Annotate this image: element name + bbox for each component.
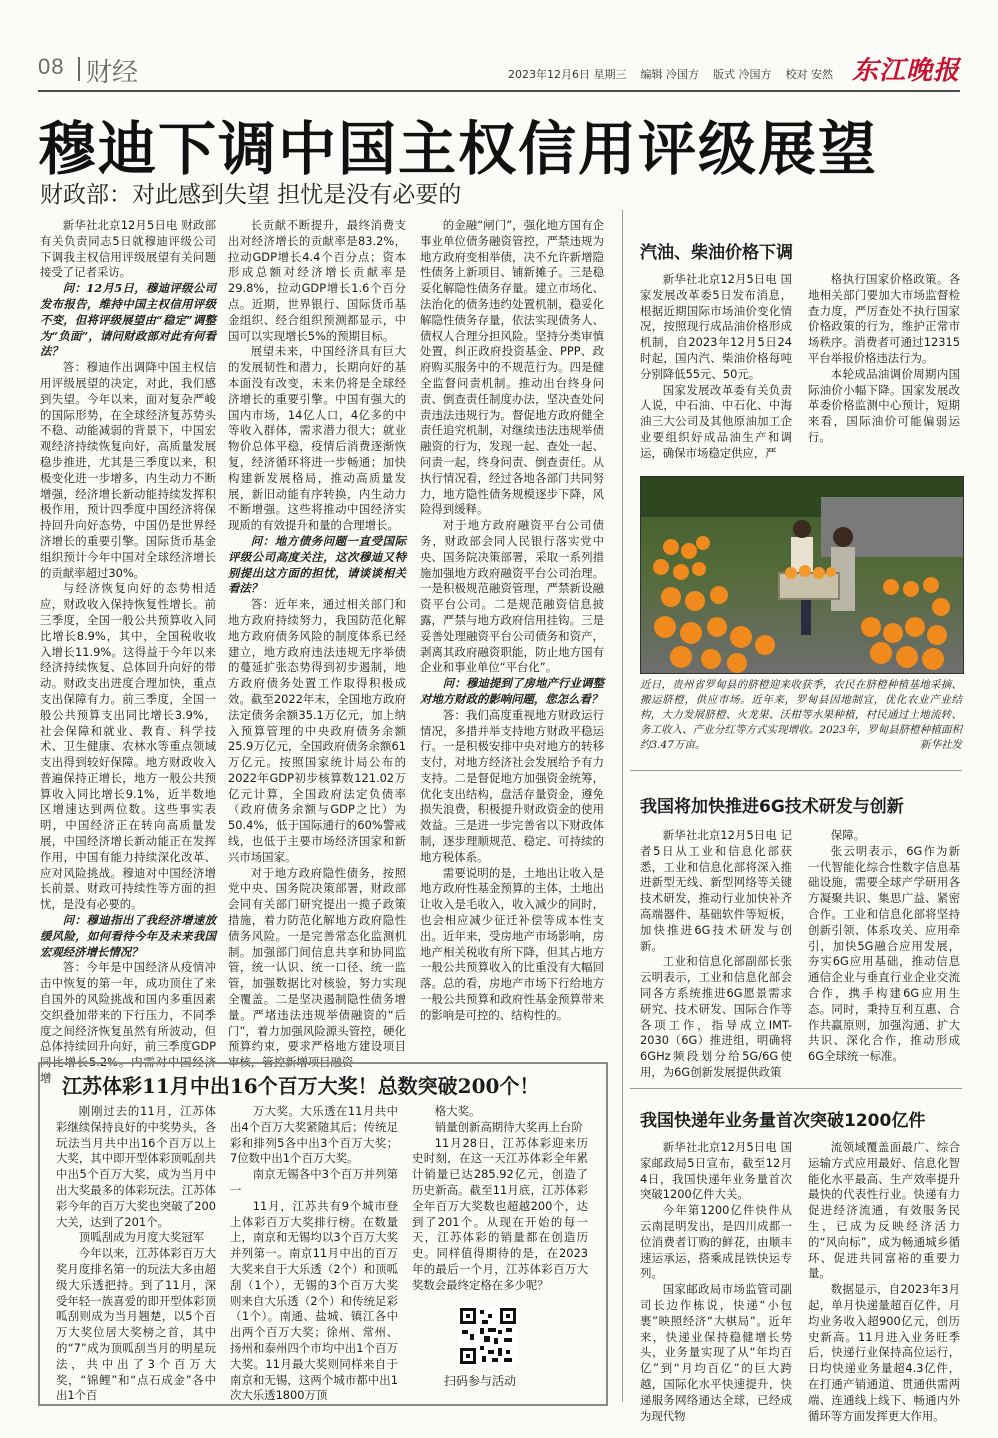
lottery-column-3 <box>412 1104 588 1300</box>
article-paragraph: 保障。 <box>830 828 865 842</box>
newspaper-logo: 东江晚报 <box>851 56 960 86</box>
interview-question: 问：12月5日，穆迪评级公司发布报告，维持中国主权信用评级不变，但将评级展望由“稳定”调整为“负面”，请问财政部对此有何看法？ <box>40 281 216 359</box>
article-paragraph: 需要说明的是，土地出让收入是地方政府性基金预算的主体，土地出让收入是毛收入，收入减少的同时，也会相应减少征迁补偿等成本性支出。近年来，受房地产市场影响，房地产相关税收有所下降，但其占地方一般公共预算收入的比重没有大幅回落。总的看，房地产市场下行给地方一般公共预算和政府性基金预算带来的影响是可控的、结构性的。 <box>420 865 604 1022</box>
issue-meta <box>508 66 833 82</box>
article-paragraph: 答：近年来，通过相关部门和地方政府持续努力，我国防范化解地方政府债务风险的制度体系已经建立，地方政府违法违规无序举债的蔓延扩张态势得到初步遏制，地方政府债务处置工作取得积极成效。截至2022年末，全国地方政府法定债务余额35.1万亿元，加上纳入预算管理的中央政府债务余额25.9万亿元，全国政府债务余额61万亿元。按照国家统计局公布的2022年GDP初步核算数121.02万亿元计算，全国政府法定负债率（政府债务余额与GDP之比）为50.4%，低于国际通行的60%警戒线，也低于主要市场经济国家和新兴市场国家。 <box>228 597 406 864</box>
article-paragraph: 国家发展改革委有关负责人说，中石油、中石化、中海油三大公司及其他原油加工企业要组织好成品油生产和调运，确保市场稳定供应，严 <box>640 382 792 460</box>
lottery-headline: 江苏体彩11月中出16个百万大奖！总数突破200个！ <box>62 1074 540 1098</box>
main-article-column-2 <box>228 218 406 1070</box>
article-paragraph: 与经济恢复向好的态势相适应，财政收入保持恢复性增长。前三季度，全国一般公共预算收入同比增长8.9%，其中，全国税收收入增长11.9%。这得益于今年以来经济持续恢复、总体回升向好的带动。财政支出进度合理加快，重点支出保障有力。前三季度，全国一般公共预算支出同比增长3.9%，社会保障和就业、教育、科学技术、卫生健康、农林水等重点领域支出得到较好保障。地方财政收入普遍保持正增长，地方一般公共预算收入同比增长9.1%，近半数地区增速达到两位数。这些事实表明，中国经济正在转向高质量发展，中国经济增长新动能正在发挥作用，中国有能力持续深化改革、应对风险挑战。穆迪对中国经济增长前景、财政可持续性等方面的担忧，是没有必要的。 <box>40 581 216 912</box>
article-paragraph: 答：穆迪作出调降中国主权信用评级展望的决定，对此，我们感到失望。今年以来，面对复杂严峻的国际形势，在全球经济复苏势头不稳、动能减弱的背景下，中国宏观经济持续恢复向好，高质量发展稳步推进，尤其是三季度以来，积极变化进一步增多，内生动力不断增强，经济增长新动能持续发挥积极作用，预计四季度中国经济将保持回升向好态势，中国仍是世界经济增长的重要引擎。国际货币基金组织预计今年中国对全球经济增长的贡献率超过30%。 <box>40 360 216 580</box>
qr-code[interactable] <box>458 1306 518 1366</box>
6g-headline: 我国将加快推进6G技术研发与创新 <box>640 797 904 817</box>
article-paragraph: 工业和信息化部副部长张云明表示，工业和信息化部会同各方系统推进6G愿景需求研究、技术研发、国际合作等各项工作，指导成立IMT-2030（6G）推进组，明确将6GHz频段划分给5G/6G使用，为6G创新发展提供政策 <box>640 954 792 1079</box>
express-headline: 我国快递年业务量首次突破1200亿件 <box>640 1111 926 1131</box>
article-paragraph: 刚刚过去的11月，江苏体彩继续保持良好的中奖势头，各玩法当月共中出16个百万以上大奖，其中即开型体彩顶呱刮共中出5个百万大奖，成为当月中出大奖最多的体彩玩法。江苏体彩今年的百万大奖也突破了200大关，达到了201个。 <box>56 1104 216 1229</box>
section-name: 财经 <box>86 58 139 88</box>
masthead <box>38 52 960 88</box>
section-divider <box>630 1088 962 1089</box>
article-paragraph: 新华社北京12月5日电 国家邮政局5日宣布，截至12月4日，我国快递年业务量首次突破1200亿件大关。 <box>640 1140 792 1202</box>
oil-article-column-2 <box>808 272 960 458</box>
article-paragraph: 新华社北京12月5日电 财政部有关负责同志5日就穆迪评级公司下调我主权信用评级展望有关问题接受了记者采访。 <box>40 218 216 280</box>
article-paragraph: 数据显示，自2023年3月起，单月快递量超百亿件，月均业务收入超900亿元，创历史新高。11月进入业务旺季后，快递行业保持高位运行，日均快递业务量超4.3亿件，在打通产销通道、贯通供需两端、连通线上线下、畅通内外循环等方面发挥更大作用。 <box>808 1282 960 1423</box>
photo-caption <box>640 678 962 753</box>
editor-credit: 编辑 冷国方 <box>640 68 699 81</box>
masthead-rule <box>38 90 960 92</box>
layout-credit: 版式 冷国方 <box>713 68 772 81</box>
photo-caption-text: 近日，贵州省罗甸县的脐橙迎来收获季，农民在脐橙种植基地采摘、搬运脐橙，供应市场。近年来，罗甸县因地制宜，优化农业产业结构，大力发展脐橙、火龙果、沃柑等水果种植，村民通过土地流转、务工收入、产业分红等方式实现增收。2023年，罗甸县脐橙种植面积约3.47万亩。 <box>640 679 962 751</box>
article-paragraph: 对于地方政府融资平台公司债务，财政部会同人民银行落实党中央、国务院决策部署，采取一系列措施加强地方政府融资平台公司治理。一是积极规范融资管理，严禁新设融资平台公司。二是规范融资信息披露，严禁与地方政府信用挂钩。三是妥善处理融资平台公司债务和资产，剥离其政府融资职能，防止地方国有企业和事业单位“平台化”。 <box>420 518 604 675</box>
express-article-column-1 <box>640 1140 792 1423</box>
main-subhead: 财政部：对此感到失望 担忧是没有必要的 <box>40 182 462 208</box>
article-paragraph: 万大奖。大乐透在11月共中出4个百万大奖紧随其后；传统足彩和排列5各中出3个百万大奖；7位数中出1个百万大奖。 <box>230 1104 398 1166</box>
article-paragraph: 对于地方政府隐性债务，按照党中央、国务院决策部署，财政部会同有关部门研究提出一揽子政策措施，着力防范化解地方政府隐性债务风险。一是完善常态化监测机制。加强部门间信息共享和协同监管，统一认识、统一口径、统一监管，加强数据比对核验，努力实现全覆盖。二是坚决遏制隐性债务增量。严堵违法违规举债融资的“后门”，着力加强风险源头管控，硬化预算约束，要求严格地方建设项目审核，管控新增项目融资 <box>228 865 406 1070</box>
article-paragraph: 格大奖。 <box>434 1104 481 1118</box>
article-paragraph: 新华社北京12月5日电 国家发展改革委5日发布消息，根据近期国际市场油价变化情况，按照现行成品油价格形成机制，自2023年12月5日24时起，国内汽、柴油价格每吨分别降低55元、50元。 <box>640 272 792 381</box>
interview-question: 问：穆迪提到了房地产行业调整对地方财政的影响问题，您怎么看？ <box>420 676 604 706</box>
proof-credit: 校对 安然 <box>785 68 833 81</box>
interview-question: 问：穆迪指出了我经济增速放缓风险，如何看待今年及未来我国宏观经济增长情况？ <box>40 913 216 959</box>
qr-label: 扫码参与活动 <box>444 1374 517 1388</box>
article-paragraph: 答：我们高度重视地方财政运行情况，多措并举支持地方财政平稳运行。一是积极安排中央对地方的转移支付，对地方经济社会发展给予有力支持。二是督促地方加强资金统筹，优化支出结构，盘活存量资金，遵免损失浪费，积极提升财政资金的使用效益。三是进一步完善省以下财政体制，逐步理顺规范、稳定、可持续的地方税体系。 <box>420 707 604 864</box>
issue-date: 2023年12月6日 星期三 <box>508 68 627 81</box>
photo-credit: 新华社发 <box>920 739 962 751</box>
orange-harvest-photo <box>640 476 964 674</box>
article-paragraph: 南京无锡各中3个百万并列第一 <box>230 1167 398 1197</box>
page-number: 08 <box>38 54 65 79</box>
article-paragraph: 本轮成品油调价周期内国际油价小幅下降。国家发展改革委价格监测中心预计，短期来看，国际油价可能偏弱运行。 <box>808 366 960 444</box>
page-number-divider <box>78 57 80 81</box>
interview-question: 问：地方债务问题一直受国际评级公司高度关注，这次穆迪又特别提出这方面的担忧，请谈谈相关看法？ <box>228 533 406 596</box>
6g-article-column-2 <box>808 828 960 1080</box>
section-divider <box>630 770 962 771</box>
oil-article-column-1 <box>640 272 792 458</box>
main-headline: 穆迪下调中国主权信用评级展望 <box>38 115 879 183</box>
article-paragraph: 今年第1200亿件快件从云南昆明发出，是四川成都一位消费者订购的鲜花，由顺丰速运承运，搭乘成昆铁快运专列。 <box>640 1203 792 1281</box>
qr-code-icon <box>458 1306 518 1366</box>
article-paragraph: 张云明表示，6G作为新一代智能化综合性数字信息基础设施，需要全球产学研用各方凝聚共识、集思广益、紧密合作。工业和信息化部将坚持创新引领、体系攻关、应用牵引，加快5G融合应用发展，夯实6G应用基础，推动信息通信企业与垂直行业企业交流合作，携手构建6G应用生态。同时，秉持互利互惠、合作共赢原则，加强沟通、扩大共识、深化合作，推动形成6G全球统一标准。 <box>808 843 960 1064</box>
article-paragraph: 展望未来，中国经济具有巨大的发展韧性和潜力，长期向好的基本面没有改变，未来仍将是全球经济增长的重要引擎。中国有强大的国内市场，14亿人口，4亿多的中等收入群体，需求潜力很大；就业物价总体平稳，疫情后消费逐渐恢复，经济循环将进一步畅通；加快构建新发展格局，推动高质量发展，新旧动能有序转换，内生动力不断增强。这些将推动中国经济实现质的有效提升和量的合理增长。 <box>228 344 406 533</box>
article-paragraph: 销量创新高期待大奖再上台阶 <box>434 1119 583 1134</box>
article-paragraph: 的金融“闸门”，强化地方国有企事业单位债务融资管控，严禁违规为地方政府变相举债，决不允许新增隐性债务上新项目、铺新摊子。三是稳妥化解隐性债务存量。建立市场化、法治化的债务违约处置机制，稳妥化解隐性债务存量，依法实现债务人、债权人合理分担风险。坚持分类审慎处置，纠正政府投资基金、PPP、政府购买服务中的不规范行为。四是健全监督问责机制。推动出台终身问责、倒查责任制度办法，坚决查处问责违法违规行为。督促地方政府健全责任追究机制，对继续违法违规举债融资的行为，发现一起、查处一起、问责一起，终身问责、倒查责任。从执行情况看，经过各地各部门共同努力，地方隐性债务规模逐步下降，风险得到缓释。 <box>420 218 604 517</box>
lottery-column-1 <box>56 1104 216 1403</box>
column-divider <box>622 210 623 1402</box>
article-paragraph: 国家邮政局市场监管司副司长边作栋说，快递“小包裹”映照经济“大棋局”。近年来，快递业保持稳健增长势头，业务量实现了从“年均百亿”到“月均百亿”的巨大跨越，国际化水平快速提升，快递服务网络通达全球，已经成为现代物 <box>640 1282 792 1423</box>
article-paragraph: 长贡献不断提升，最终消费支出对经济增长的贡献率是83.2%，拉动GDP增长4.4个百分点；资本形成总额对经济增长贡献率是29.8%，拉动GDP增长1.6个百分点。近期，世界银行、国际货币基金组织、经合组织预测都显示，中国可以实现增长5%的预期目标。 <box>228 218 406 343</box>
article-paragraph: 11月28日，江苏体彩迎来历史时刻，在这一天江苏体彩全年累计销量已达285.92亿元，创造了历史新高。截至11月底，江苏体彩全年百万大奖数也超越200个，达到了201个。从现在开始的每一天，江苏体彩的销量都在创造历史。同样值得期待的是，在2023年的最后一个月，江苏体彩百万大奖数会最终定格在多少呢？ <box>412 1135 588 1292</box>
article-paragraph: 11月，江苏共有9个城市登上体彩百万大奖排行榜。在数量上，南京和无锡均以3个百万大奖并列第一。南京11月中出的百万大奖来自于大乐透（2个）和顶呱刮（1个），无锡的3个百万大奖则来自大乐透（2个）和传统足彩（1个）。南通、盐城、镇江各中出两个百万大奖；徐州、常州、扬州和泰州四个市均中出1个百万大奖。11月最大奖则同样来自于南京和无锡，这两个城市都中出1次大乐透1800万顶 <box>230 1198 398 1403</box>
article-paragraph: 新华社北京12月5日电 记者5日从工业和信息化部获悉，工业和信息化部将深入推进新型无线、新型网络等关键技术研发，推动行业加快补齐高端器件、基础软件等短板，加快推进6G技术研发与创新。 <box>640 828 792 953</box>
lottery-column-2 <box>230 1104 398 1403</box>
main-article-column-3 <box>420 218 604 1058</box>
photo-illustration <box>641 477 963 673</box>
oil-headline: 汽油、柴油价格下调 <box>640 243 793 263</box>
article-paragraph: 格执行国家价格政策。各地相关部门要加大市场监督检查力度，严厉查处不执行国家价格政策的行为，维护正常市场秩序。消费者可通过12315平台举报价格违法行为。 <box>808 272 960 365</box>
express-article-column-2 <box>808 1140 960 1423</box>
main-article-column-1 <box>40 218 216 1086</box>
article-paragraph: 今年以来，江苏体彩百万大奖月度排名第一的玩法大多由超级大乐透把持。到了11月，深受年轻一族喜爱的即开型体彩顶呱刮则成为当月翘楚，以5个百万大奖位居大奖榜之首，其中的“7”成为顶呱刮当月的明星玩法，共中出了3个百万大奖，“锦鲤”和“点石成金”各中出1个百 <box>56 1246 216 1403</box>
6g-article-column-1 <box>640 828 792 1080</box>
article-paragraph: 流领域覆盖面最广、综合运输方式应用最好、信息化智能化水平最高、生产效率提升最快的代表性行业。快递有力促进经济流通，有效服务民生，已成为反映经济活力的“风向标”，成为畅通城乡循环、促进共同富裕的重要力量。 <box>808 1140 960 1281</box>
article-paragraph: 答：今年是中国经济从疫情冲击中恢复的第一年，成功顶住了来自国外的风险挑战和国内多重因素交织叠加带来的下行压力，不同季度之间经济恢复虽然有所波动，但总体持续回升向好，前三季度GDP同比增长5.2%。内需对中国经济增 <box>40 960 216 1086</box>
article-paragraph: 顶呱刮成为月度大奖冠军 <box>78 1230 205 1245</box>
